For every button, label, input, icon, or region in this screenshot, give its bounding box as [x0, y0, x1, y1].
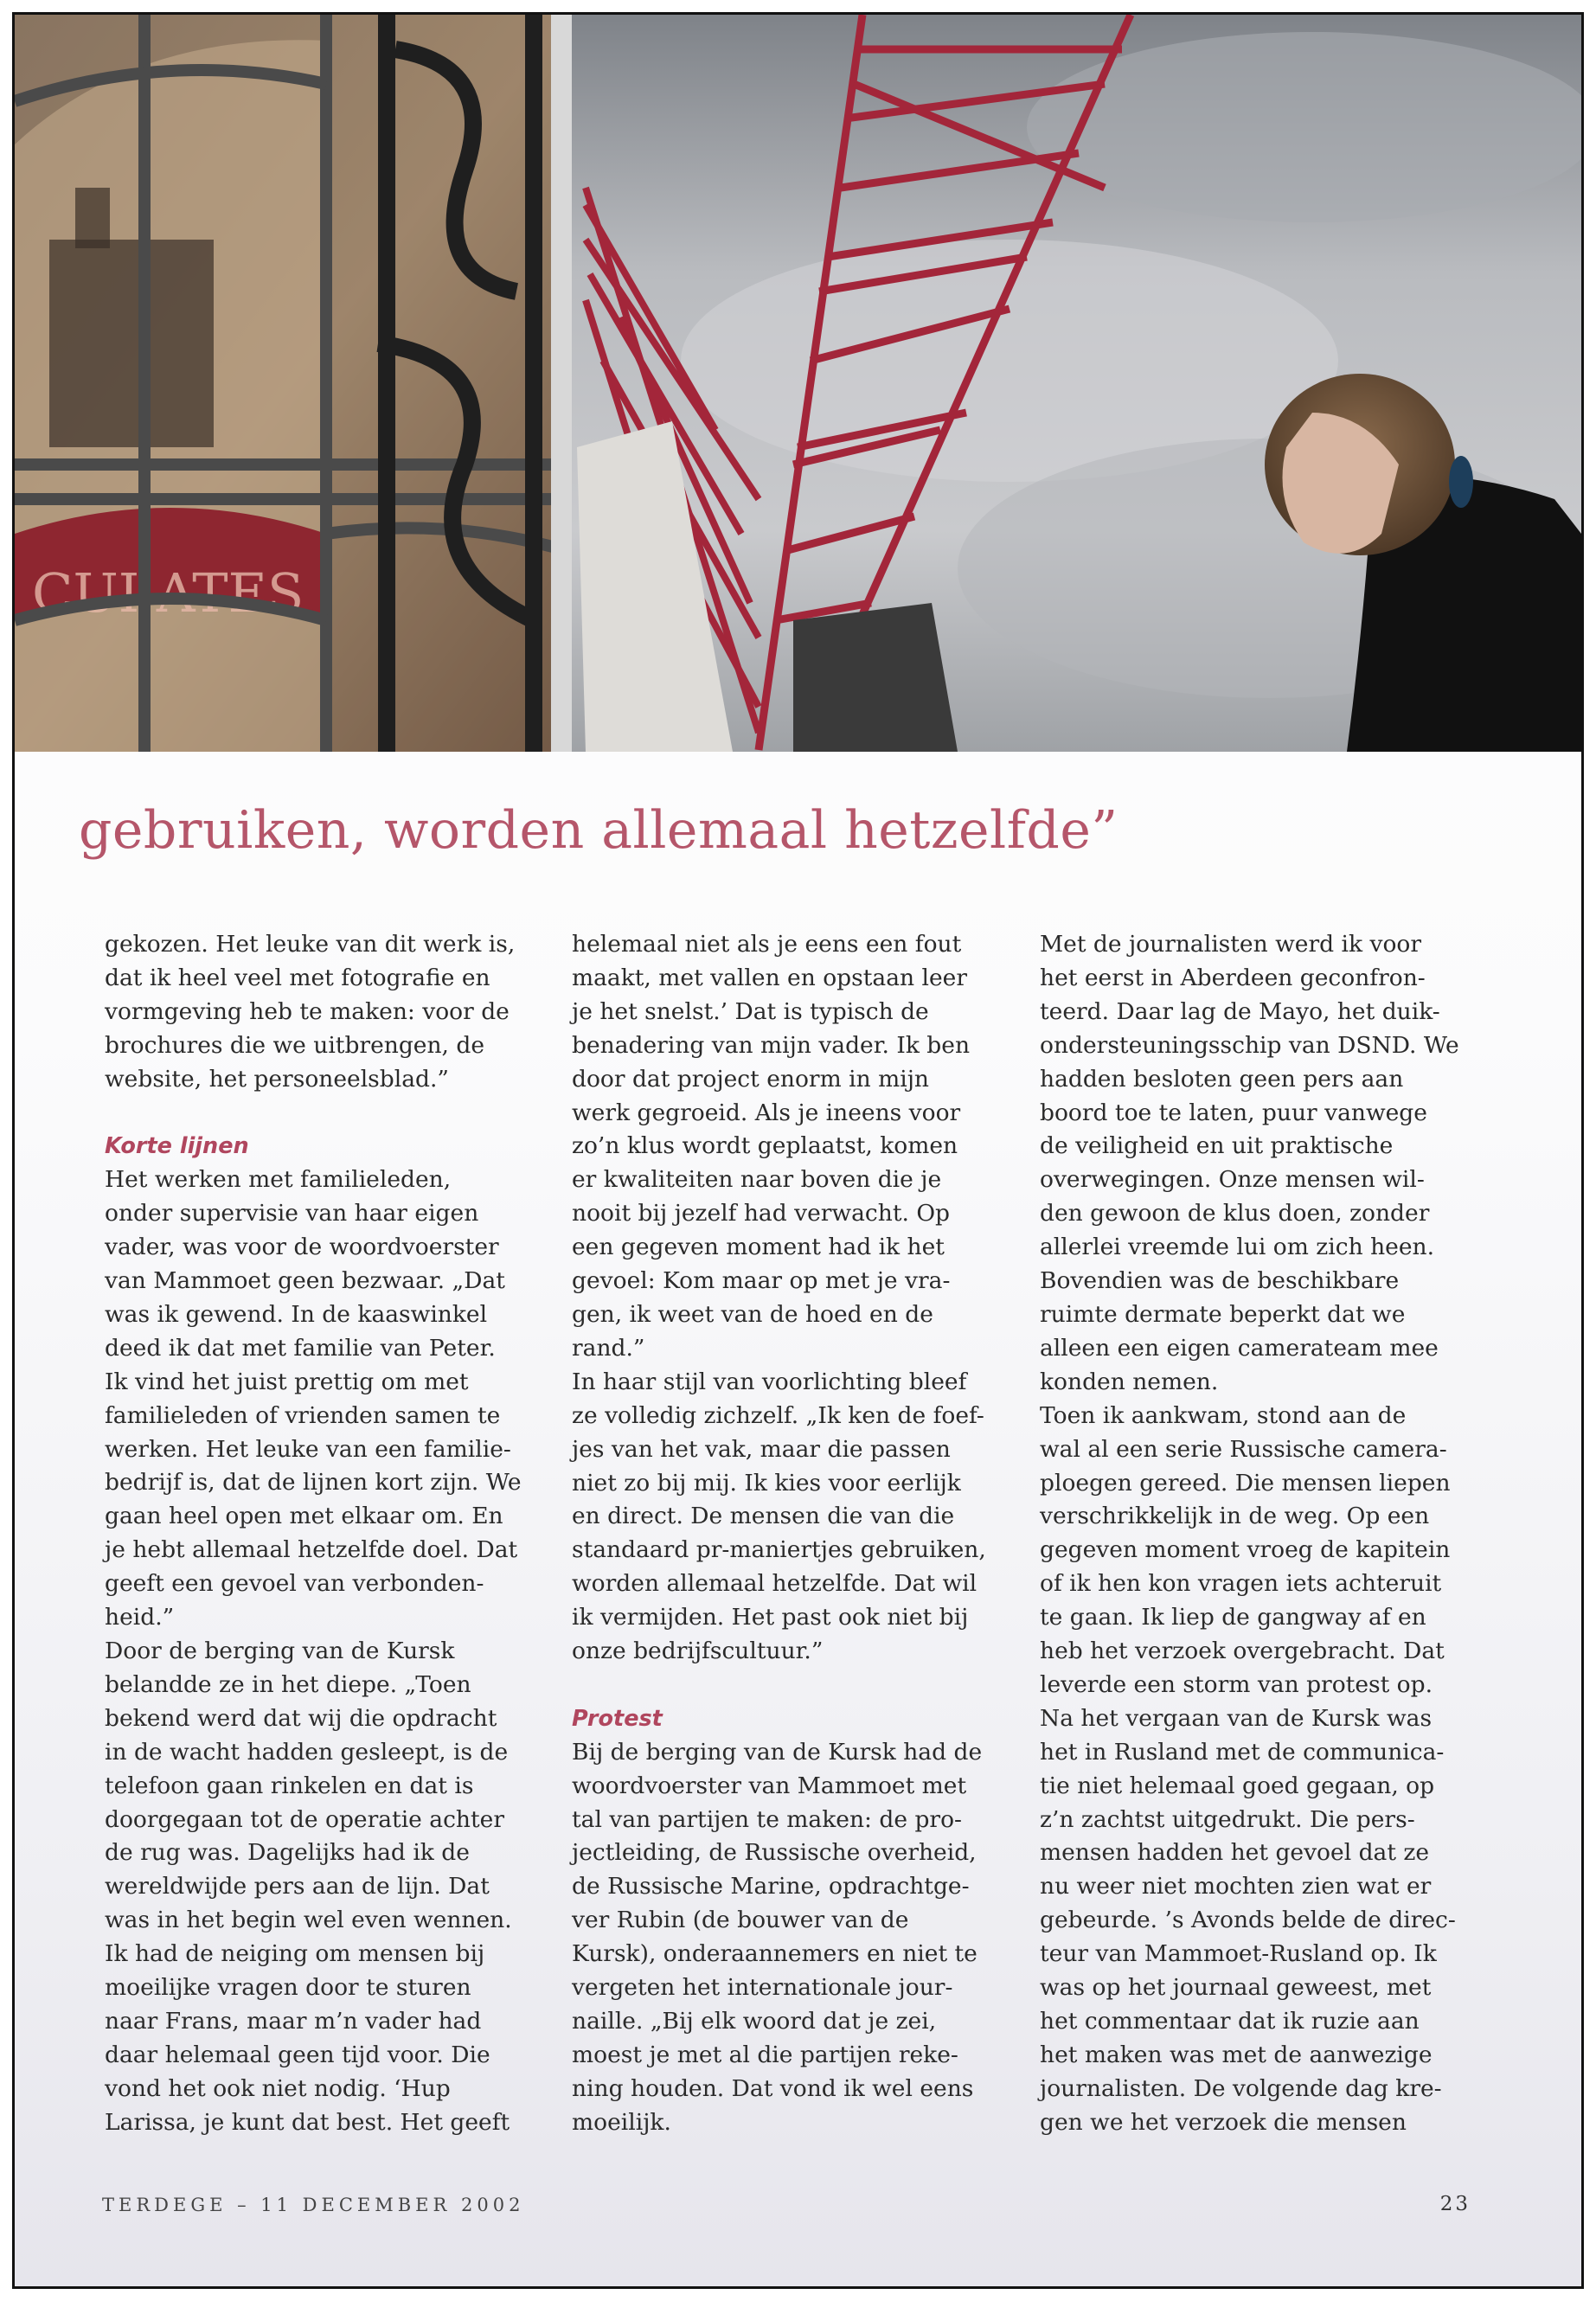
- text-line: je hebt allemaal hetzelfde doel. Dat: [105, 1536, 518, 1564]
- text-line: familieleden of vrienden samen te: [105, 1401, 501, 1429]
- headline: gebruiken, worden allemaal hetzelfde”: [79, 800, 1118, 861]
- text-line: gen we het verzoek die mensen: [1040, 2108, 1407, 2136]
- text-line: verschrikkelijk in de weg. Op een: [1040, 1503, 1430, 1530]
- text-line: er kwaliteiten naar boven die je: [572, 1166, 942, 1194]
- paragraph-gap: [572, 1669, 1022, 1702]
- text-line: hadden besloten geen pers aan: [1040, 1065, 1404, 1093]
- text-line: ondersteuningsschip van DSND. We: [1040, 1031, 1459, 1059]
- text-line: nu weer niet mochten zien wat er: [1040, 1873, 1432, 1900]
- text-line: rand.”: [572, 1334, 645, 1362]
- magazine-page: [12, 12, 1584, 2289]
- text-line: heid.”: [105, 1604, 175, 1631]
- text-line: de rug was. Dagelijks had ik de: [105, 1839, 470, 1867]
- text-line: was op het journaal geweest, met: [1040, 1974, 1432, 2002]
- text-line: naille. „Bij elk woord dat je zei,: [572, 2007, 937, 2035]
- text-line: was in het begin wel even wennen.: [105, 1907, 512, 1934]
- text-line: Kursk), onderaannemers en niet te: [572, 1940, 977, 1968]
- text-line: door dat project enorm in mijn: [572, 1065, 929, 1093]
- text-line: woordvoerster van Mammoet met: [572, 1772, 967, 1799]
- text-line: vergeten het internationale jour-: [572, 1974, 953, 2002]
- header-photo: [15, 15, 1581, 752]
- text-line: moeilijk.: [572, 2108, 671, 2136]
- text-line: jes van het vak, maar die passen: [572, 1435, 951, 1463]
- text-line: tie niet helemaal goed gegaan, op: [1040, 1772, 1435, 1799]
- section-subhead: Protest: [572, 1705, 663, 1732]
- text-line: en direct. De mensen die van die: [572, 1503, 955, 1530]
- page-number: 23: [1439, 2193, 1471, 2215]
- article-column-1: [105, 928, 554, 2140]
- text-line: ploegen gereed. Die mensen liepen: [1040, 1469, 1451, 1497]
- text-line: naar Frans, maar m’n vader had: [105, 2007, 482, 2035]
- text-line: ver Rubin (de bouwer van de: [572, 1907, 909, 1934]
- text-line: vader, was voor de woordvoerster: [105, 1234, 499, 1261]
- text-line: belandde ze in het diepe. „Toen: [105, 1670, 471, 1698]
- text-line: was ik gewend. In de kaaswinkel: [105, 1300, 488, 1328]
- text-line: bedrijf is, dat de lijnen kort zijn. We: [105, 1469, 522, 1497]
- photo-woman-crane-icon: [15, 15, 1581, 752]
- text-line: je het snelst.’ Dat is typisch de: [572, 997, 929, 1025]
- text-line: de Russische Marine, opdrachtge-: [572, 1873, 970, 1900]
- text-line: Het werken met familieleden,: [105, 1166, 452, 1194]
- text-line: moeilijke vragen door te sturen: [105, 1974, 471, 2002]
- text-line: onze bedrijfscultuur.”: [572, 1638, 824, 1665]
- text-line: het maken was met de aanwezige: [1040, 2041, 1433, 2068]
- text-line: van Mammoet geen bezwaar. „Dat: [105, 1267, 505, 1295]
- svg-text:CUI ATES: CUI ATES: [32, 561, 304, 625]
- text-line: boord toe te laten, puur vanwege: [1040, 1099, 1427, 1126]
- text-line: gekozen. Het leuke van dit werk is,: [105, 931, 516, 958]
- text-line: Larissa, je kunt dat best. Het geeft: [105, 2108, 510, 2136]
- text-line: mensen hadden het gevoel dat ze: [1040, 1839, 1430, 1867]
- text-line: ik vermijden. Het past ook niet bij: [572, 1604, 969, 1631]
- paragraph-gap: [105, 1097, 554, 1131]
- text-line: benadering van mijn vader. Ik ben: [572, 1031, 971, 1059]
- text-line: deed ik dat met familie van Peter.: [105, 1334, 496, 1362]
- section-subhead: Korte lijnen: [105, 1133, 249, 1160]
- text-line: overwegingen. Onze mensen wil-: [1040, 1166, 1425, 1194]
- text-line: Bovendien was de beschikbare: [1040, 1267, 1400, 1295]
- text-line: alleen een eigen camerateam mee: [1040, 1334, 1439, 1362]
- text-line: werk gegroeid. Als je ineens voor: [572, 1099, 961, 1126]
- text-line: Door de berging van de Kursk: [105, 1638, 455, 1665]
- text-line: gegeven moment vroeg de kapitein: [1040, 1536, 1451, 1564]
- text-line: wereldwijde pers aan de lijn. Dat: [105, 1873, 490, 1900]
- text-line: een gegeven moment had ik het: [572, 1234, 945, 1261]
- text-line: teur van Mammoet-Rusland op. Ik: [1040, 1940, 1437, 1968]
- text-line: nooit bij jezelf had verwacht. Op: [572, 1200, 951, 1227]
- publication-footer: TERDEGE – 11 DECEMBER 2002: [102, 2195, 525, 2215]
- text-line: allerlei vreemde lui om zich heen.: [1040, 1234, 1434, 1261]
- text-line: gebeurde. ’s Avonds belde de direc-: [1040, 1907, 1456, 1934]
- text-line: ruimte dermate beperkt dat we: [1040, 1300, 1406, 1328]
- text-line: den gewoon de klus doen, zonder: [1040, 1200, 1430, 1227]
- text-line: maakt, met vallen en opstaan leer: [572, 964, 967, 991]
- text-line: worden allemaal hetzelfde. Dat wil: [572, 1570, 977, 1598]
- text-line: gaan heel open met elkaar om. En: [105, 1503, 503, 1530]
- text-line: het eerst in Aberdeen geconfron-: [1040, 964, 1426, 991]
- article-column-2: [572, 928, 1022, 2140]
- text-line: wal al een serie Russische camera-: [1040, 1435, 1447, 1463]
- text-line: Na het vergaan van de Kursk was: [1040, 1704, 1433, 1732]
- text-line: helemaal niet als je eens een fout: [572, 931, 962, 958]
- text-line: Ik vind het juist prettig om met: [105, 1368, 469, 1395]
- text-line: niet zo bij mij. Ik kies voor eerlijk: [572, 1469, 961, 1497]
- text-line: telefoon gaan rinkelen en dat is: [105, 1772, 474, 1799]
- text-line: bekend werd dat wij die opdracht: [105, 1704, 497, 1732]
- text-line: het commentaar dat ik ruzie aan: [1040, 2008, 1420, 2035]
- text-line: daar helemaal geen tijd voor. Die: [105, 2041, 490, 2068]
- text-line: journalisten. De volgende dag kre-: [1040, 2074, 1442, 2102]
- text-line: werken. Het leuke van een familie-: [105, 1435, 511, 1463]
- text-line: z’n zachtst uitgedrukt. Die pers-: [1040, 1805, 1415, 1833]
- text-line: te gaan. Ik liep de gangway af en: [1040, 1604, 1426, 1631]
- text-line: ze volledig zichzelf. „Ik ken de foef-: [572, 1401, 984, 1429]
- text-line: moest je met al die partijen reke-: [572, 2041, 958, 2068]
- text-line: Toen ik aankwam, stond aan de: [1040, 1401, 1407, 1429]
- text-line: konden nemen.: [1040, 1368, 1219, 1395]
- text-line: dat ik heel veel met fotografie en: [105, 964, 490, 991]
- text-line: het in Rusland met de communica-: [1040, 1738, 1445, 1766]
- text-line: tal van partijen te maken: de pro-: [572, 1805, 963, 1833]
- text-line: vond het ook niet nodig. ‘Hup: [105, 2074, 451, 2102]
- text-line: onder supervisie van haar eigen: [105, 1200, 479, 1227]
- text-line: brochures die we uitbrengen, de: [105, 1031, 485, 1059]
- text-line: In haar stijl van voorlichting bleef: [572, 1368, 967, 1395]
- text-line: doorgegaan tot de operatie achter: [105, 1805, 504, 1833]
- text-line: Ik had de neiging om mensen bij: [105, 1940, 485, 1968]
- text-line: jectleiding, de Russische overheid,: [572, 1839, 977, 1867]
- text-line: Bij de berging van de Kursk had de: [572, 1738, 983, 1766]
- text-line: gen, ik weet van de hoed en de: [572, 1300, 933, 1328]
- text-line: teerd. Daar lag de Mayo, het duik-: [1040, 997, 1440, 1025]
- text-line: standaard pr-maniertjes gebruiken,: [572, 1536, 986, 1564]
- text-line: website, het personeelsblad.”: [105, 1065, 449, 1093]
- text-line: de veiligheid en uit praktische: [1040, 1132, 1394, 1160]
- text-line: geeft een gevoel van verbonden-: [105, 1570, 484, 1598]
- article-column-3: [1040, 928, 1490, 2140]
- text-line: of ik hen kon vragen iets achteruit: [1040, 1570, 1442, 1598]
- text-line: leverde een storm van protest op.: [1040, 1670, 1433, 1698]
- text-line: ning houden. Dat vond ik wel eens: [572, 2074, 974, 2102]
- text-line: gevoel: Kom maar op met je vra-: [572, 1267, 951, 1295]
- text-line: Met de journalisten werd ik voor: [1040, 931, 1422, 958]
- text-line: zo’n klus wordt geplaatst, komen: [572, 1132, 958, 1160]
- text-line: in de wacht hadden gesleept, is de: [105, 1738, 509, 1766]
- text-line: vormgeving heb te maken: voor de: [105, 997, 510, 1025]
- text-line: heb het verzoek overgebracht. Dat: [1040, 1638, 1445, 1665]
